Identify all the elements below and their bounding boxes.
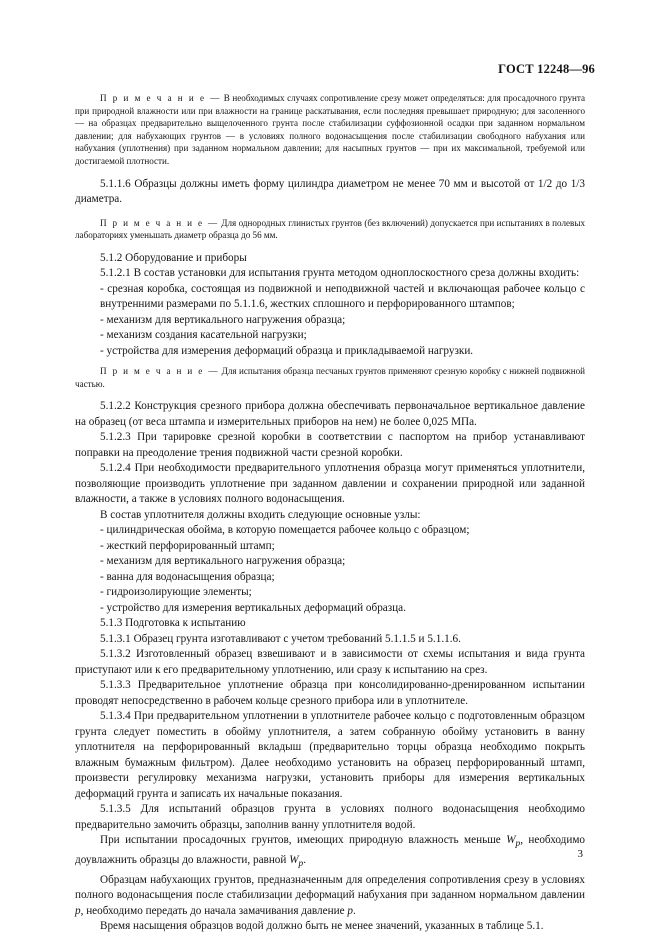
note-paragraph: [75, 217, 585, 242]
formula-p: p: [75, 904, 81, 917]
saturation-time-paragraph: Время насыщения образцов водой должно быть не менее значений, указанных в таблице 5.1.: [100, 920, 544, 933]
swelling-soil-paragraph: Образцам набухающих грунтов, предназначенным для определения сопротивления срезу в условиях полного водонасыщения после стабилизации деформаций набухания при заданном нормальном давлении p, необходимо передать до начала замачивания давление p.: [75, 873, 585, 917]
clause-5-1-2-2: 5.1.2.2 Конструкция срезного прибора должна обеспечивать первоначальное вертикальное давление на образец (от веса штампа и измерительных приборов на нем) не более 0,025 МПа.: [75, 400, 585, 428]
list-item: - ванна для водонасыщения образца;: [100, 570, 275, 583]
formula-p: p: [347, 904, 353, 917]
list-item: - механизм для вертикального нагружения образца;: [100, 313, 346, 326]
page-content: [75, 92, 585, 935]
list-item: - жесткий перфорированный штамп;: [100, 539, 275, 552]
clause-5-1-2-4: 5.1.2.4 При необходимости предварительного уплотнения образца могут применяться уплотнители, позволяющие производить уплотнение при заданном давлении и сохранении природной или заданной влажности, а также в условиях полного водонасыщения.: [75, 462, 585, 506]
note-text: В необходимых случаях сопротивление срезу может определяться: для просадочного грунта при природной влажности или при влажности на границе раскатывания, если последняя превышает природную; для засоленного — на образцах предварительно выщелоченного грунта после стабилизации суффозионной осадки при заданном нормальном давлении; для набухающих грунтов — в условиях полного водонасыщения после стабилизации свободного набухания или набухания (уплотнения) при заданном нормальном давлении; для насыпных грунтов — при их максимальной, требуемой или достигаемой плотности.: [75, 93, 586, 166]
equipment-list: [75, 282, 585, 360]
formula-wp: $W_p$: [506, 834, 521, 850]
note-paragraph: [75, 365, 585, 390]
standard-header: ГОСТ 12248—96: [498, 62, 595, 76]
clause-5-1-3-5: 5.1.3.5 Для испытаний образцов грунта в условиях полного водонасыщения необходимо предварительно замочить образцы, заполнив ванну уплотнителя водой.: [75, 803, 585, 831]
note-text: Для однородных глинистых грунтов (без включений) допускается при испытаниях в полевых лабораториях уменьшать диаметр образца до 56 мм.: [75, 217, 585, 241]
note-paragraph: [75, 92, 585, 168]
clause-5-1-2-3: 5.1.2.3 При тарировке срезной коробки в соответствии с паспортом на прибор устанавливают поправки на преодоление трения подвижной части срезной коробки.: [75, 431, 585, 459]
compactor-list: [75, 523, 585, 616]
list-item: - механизм создания касательной нагрузки;: [100, 329, 307, 342]
list-item: - устройство для измерения вертикальных деформаций образца.: [100, 601, 406, 614]
clause-5-1-2: 5.1.2 Оборудование и приборы: [100, 251, 247, 264]
list-item: - механизм для вертикального нагружения образца;: [100, 555, 346, 568]
clause-5-1-3-4: 5.1.3.4 При предварительном уплотнении в уплотнителе рабочее кольцо с подготовленным образцом грунта следует поместить в обойму уплотнителя, а затем собранную обойму установить в ванну уплотнителя на перфорированный вкладыш (предварительно торцы образца необходимо покрыть влажным бумажным фильтром). Далее необходимо установить на образец перфорированный штамп, произвести регулировку механизма нагрузки, установить приборы для измерения вертикальных деформаций грунта и записать их начальные показания.: [75, 710, 585, 800]
clause-5-1-3-2: 5.1.3.2 Изготовленный образец взвешивают и в зависимости от схемы испытания и вида грунта приступают или к его предварительному уплотнению, или сразу к испытанию на срез.: [75, 648, 585, 676]
note-label: П р и м е ч а н и е —: [100, 366, 220, 377]
list-item: - цилиндрическая обойма, в которую помещается рабочее кольцо с образцом;: [100, 524, 470, 537]
note-text: Для испытания образца песчаных грунтов применяют срезную коробку с нижней подвижной частью.: [75, 366, 585, 389]
clause-5-1-3: 5.1.3 Подготовка к испытанию: [100, 617, 246, 630]
list-item: - гидроизолирующие элементы;: [100, 586, 252, 599]
clause-5-1-1-6: 5.1.1.6 Образцы должны иметь форму цилиндра диаметром не менее 70 мм и высотой от 1/2 до 1/3 диаметра.: [75, 177, 585, 206]
note-label: П р и м е ч а н и е —: [100, 93, 222, 103]
note-label: П р и м е ч а н и е —: [100, 217, 219, 228]
clause-5-1-3-3: 5.1.3.3 Предварительное уплотнение образца при консолидированно-дренированном испытании проводят непосредственно в рабочем кольце срезного прибора или в уплотнителе.: [75, 679, 585, 707]
page-number: 3: [577, 848, 583, 860]
formula-wp: $W_p$: [289, 854, 304, 870]
clause-5-1-3-1: 5.1.3.1 Образец грунта изготавливают с учетом требований 5.1.1.5 и 5.1.1.6.: [100, 632, 461, 645]
clause-5-1-2-1: 5.1.2.1 В состав установки для испытания грунта методом одноплоскостного среза должны входить:: [100, 267, 580, 280]
list-item: - срезная коробка, состоящая из подвижной и неподвижной частей и включающая рабочее кольцо с внутренними размерами по 5.1.1.6, жестких сплошного и перфорированного штампов;: [100, 282, 585, 311]
compactor-intro: В состав уплотнителя должны входить следующие основные узлы:: [100, 508, 421, 521]
list-item: - устройства для измерения деформаций образца и прикладываемой нагрузки.: [100, 344, 474, 357]
collapsible-soil-paragraph: При испытании просадочных грунтов, имеющих природную влажность меньше $W_p$, необходимо доувлажнить образцы до влажности, равной $W_p$.: [75, 834, 585, 870]
